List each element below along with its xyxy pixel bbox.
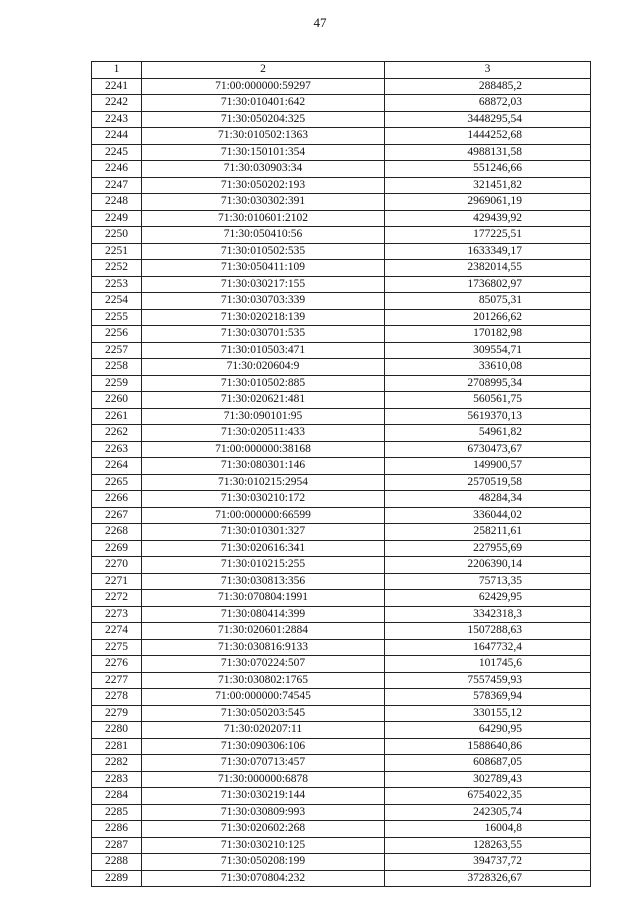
table-row bbox=[92, 441, 591, 458]
cadastral-number: 71:00:000000:59297 bbox=[142, 78, 385, 95]
table-row bbox=[92, 161, 591, 178]
table-row bbox=[92, 78, 591, 95]
table-row bbox=[92, 210, 591, 227]
cadastral-number: 71:30:050202:193 bbox=[142, 177, 385, 194]
table-row bbox=[92, 689, 591, 706]
row-number: 2268 bbox=[92, 524, 142, 541]
row-number: 2276 bbox=[92, 656, 142, 673]
row-number: 2244 bbox=[92, 128, 142, 145]
cadastral-number: 71:30:070224:507 bbox=[142, 656, 385, 673]
row-number: 2241 bbox=[92, 78, 142, 95]
table-row bbox=[92, 524, 591, 541]
row-number: 2282 bbox=[92, 755, 142, 772]
cadastral-value: 6754022,35 bbox=[385, 788, 591, 805]
table-row bbox=[92, 491, 591, 508]
row-number: 2261 bbox=[92, 408, 142, 425]
row-number: 2254 bbox=[92, 293, 142, 310]
table-row bbox=[92, 260, 591, 277]
table-row bbox=[92, 837, 591, 854]
cadastral-number: 71:30:030210:172 bbox=[142, 491, 385, 508]
cadastral-value: 48284,34 bbox=[385, 491, 591, 508]
table-row bbox=[92, 738, 591, 755]
cadastral-number: 71:30:080414:399 bbox=[142, 606, 385, 623]
table-row bbox=[92, 276, 591, 293]
cadastral-number: 71:30:030302:391 bbox=[142, 194, 385, 211]
row-number: 2250 bbox=[92, 227, 142, 244]
cadastral-value: 177225,51 bbox=[385, 227, 591, 244]
cadastral-value: 302789,43 bbox=[385, 771, 591, 788]
cadastral-value: 336044,02 bbox=[385, 507, 591, 524]
cadastral-value: 201266,62 bbox=[385, 309, 591, 326]
cadastral-value: 1444252,68 bbox=[385, 128, 591, 145]
row-number: 2242 bbox=[92, 95, 142, 112]
row-number: 2289 bbox=[92, 870, 142, 887]
column-header-3: 3 bbox=[385, 62, 591, 79]
cadastral-value: 288485,2 bbox=[385, 78, 591, 95]
cadastral-value: 5619370,13 bbox=[385, 408, 591, 425]
table-row bbox=[92, 590, 591, 607]
table-row bbox=[92, 705, 591, 722]
cadastral-number: 71:30:070804:1991 bbox=[142, 590, 385, 607]
cadastral-number: 71:30:020207:11 bbox=[142, 722, 385, 739]
cadastral-number: 71:30:070804:232 bbox=[142, 870, 385, 887]
table-row bbox=[92, 788, 591, 805]
cadastral-value: 33610,08 bbox=[385, 359, 591, 376]
cadastral-number: 71:30:030903:34 bbox=[142, 161, 385, 178]
row-number: 2267 bbox=[92, 507, 142, 524]
cadastral-number: 71:30:030210:125 bbox=[142, 837, 385, 854]
cadastral-number: 71:30:030816:9133 bbox=[142, 639, 385, 656]
cadastral-number: 71:30:010503:471 bbox=[142, 342, 385, 359]
cadastral-number: 71:30:020616:341 bbox=[142, 540, 385, 557]
cadastral-value: 321451,82 bbox=[385, 177, 591, 194]
table-row bbox=[92, 722, 591, 739]
table-row bbox=[92, 177, 591, 194]
cadastral-number: 71:30:030703:339 bbox=[142, 293, 385, 310]
row-number: 2251 bbox=[92, 243, 142, 260]
cadastral-value: 3342318,3 bbox=[385, 606, 591, 623]
cadastral-value: 149900,57 bbox=[385, 458, 591, 475]
cadastral-value: 1588640,86 bbox=[385, 738, 591, 755]
cadastral-number: 71:30:010215:255 bbox=[142, 557, 385, 574]
cadastral-value: 2382014,55 bbox=[385, 260, 591, 277]
cadastral-number: 71:30:030809:993 bbox=[142, 804, 385, 821]
cadastral-value: 2570519,58 bbox=[385, 474, 591, 491]
table-row bbox=[92, 573, 591, 590]
table-row bbox=[92, 408, 591, 425]
cadastral-number: 71:30:000000:6878 bbox=[142, 771, 385, 788]
cadastral-value: 608687,05 bbox=[385, 755, 591, 772]
cadastral-value: 101745,6 bbox=[385, 656, 591, 673]
row-number: 2285 bbox=[92, 804, 142, 821]
cadastral-value: 128263,55 bbox=[385, 837, 591, 854]
cadastral-number: 71:30:010401:642 bbox=[142, 95, 385, 112]
table-row bbox=[92, 870, 591, 887]
cadastral-number: 71:30:050208:199 bbox=[142, 854, 385, 871]
cadastral-number: 71:30:020604:9 bbox=[142, 359, 385, 376]
row-number: 2275 bbox=[92, 639, 142, 656]
cadastral-number: 71:30:050410:56 bbox=[142, 227, 385, 244]
row-number: 2247 bbox=[92, 177, 142, 194]
table-row bbox=[92, 309, 591, 326]
cadastral-number: 71:30:020511:433 bbox=[142, 425, 385, 442]
row-number: 2243 bbox=[92, 111, 142, 128]
cadastral-number: 71:30:020601:2884 bbox=[142, 623, 385, 640]
table-row bbox=[92, 342, 591, 359]
row-number: 2259 bbox=[92, 375, 142, 392]
cadastral-value: 1647732,4 bbox=[385, 639, 591, 656]
table-body bbox=[92, 78, 591, 887]
row-number: 2252 bbox=[92, 260, 142, 277]
cadastral-number: 71:30:150101:354 bbox=[142, 144, 385, 161]
cadastral-number: 71:30:020602:268 bbox=[142, 821, 385, 838]
table-row bbox=[92, 623, 591, 640]
cadastral-number: 71:30:050411:109 bbox=[142, 260, 385, 277]
row-number: 2269 bbox=[92, 540, 142, 557]
row-number: 2245 bbox=[92, 144, 142, 161]
cadastral-value: 68872,03 bbox=[385, 95, 591, 112]
row-number: 2274 bbox=[92, 623, 142, 640]
cadastral-value: 1633349,17 bbox=[385, 243, 591, 260]
row-number: 2288 bbox=[92, 854, 142, 871]
row-number: 2262 bbox=[92, 425, 142, 442]
table-row bbox=[92, 755, 591, 772]
cadastral-number: 71:30:010215:2954 bbox=[142, 474, 385, 491]
cadastral-value: 2206390,14 bbox=[385, 557, 591, 574]
table-row bbox=[92, 227, 591, 244]
table-row bbox=[92, 606, 591, 623]
table-row bbox=[92, 425, 591, 442]
table-row bbox=[92, 128, 591, 145]
cadastral-number: 71:30:090101:95 bbox=[142, 408, 385, 425]
table-row bbox=[92, 771, 591, 788]
row-number: 2277 bbox=[92, 672, 142, 689]
table-row bbox=[92, 326, 591, 343]
cadastral-value: 551246,66 bbox=[385, 161, 591, 178]
cadastral-number: 71:30:030813:356 bbox=[142, 573, 385, 590]
row-number: 2279 bbox=[92, 705, 142, 722]
cadastral-value: 1507288,63 bbox=[385, 623, 591, 640]
row-number: 2257 bbox=[92, 342, 142, 359]
row-number: 2264 bbox=[92, 458, 142, 475]
cadastral-value: 4988131,58 bbox=[385, 144, 591, 161]
cadastral-value: 2708995,34 bbox=[385, 375, 591, 392]
row-number: 2263 bbox=[92, 441, 142, 458]
row-number: 2272 bbox=[92, 590, 142, 607]
row-number: 2256 bbox=[92, 326, 142, 343]
column-header-1: 1 bbox=[92, 62, 142, 79]
column-header-2: 2 bbox=[142, 62, 385, 79]
cadastral-value: 3728326,67 bbox=[385, 870, 591, 887]
table-row bbox=[92, 95, 591, 112]
table-row bbox=[92, 656, 591, 673]
cadastral-number: 71:30:090306:106 bbox=[142, 738, 385, 755]
row-number: 2281 bbox=[92, 738, 142, 755]
row-number: 2271 bbox=[92, 573, 142, 590]
table-row bbox=[92, 293, 591, 310]
row-number: 2286 bbox=[92, 821, 142, 838]
table-row bbox=[92, 392, 591, 409]
cadastral-number: 71:30:020621:481 bbox=[142, 392, 385, 409]
cadastral-number: 71:30:010502:885 bbox=[142, 375, 385, 392]
cadastral-value: 7557459,93 bbox=[385, 672, 591, 689]
table-row bbox=[92, 359, 591, 376]
cadastral-value-table bbox=[91, 61, 591, 887]
cadastral-number: 71:30:010502:535 bbox=[142, 243, 385, 260]
row-number: 2253 bbox=[92, 276, 142, 293]
table-row bbox=[92, 375, 591, 392]
cadastral-value: 242305,74 bbox=[385, 804, 591, 821]
cadastral-number: 71:00:000000:38168 bbox=[142, 441, 385, 458]
cadastral-number: 71:30:030701:535 bbox=[142, 326, 385, 343]
cadastral-number: 71:30:050204:325 bbox=[142, 111, 385, 128]
row-number: 2273 bbox=[92, 606, 142, 623]
table-row bbox=[92, 458, 591, 475]
row-number: 2283 bbox=[92, 771, 142, 788]
cadastral-value: 75713,35 bbox=[385, 573, 591, 590]
cadastral-value: 3448295,54 bbox=[385, 111, 591, 128]
cadastral-value: 394737,72 bbox=[385, 854, 591, 871]
cadastral-value: 170182,98 bbox=[385, 326, 591, 343]
cadastral-number: 71:30:010502:1363 bbox=[142, 128, 385, 145]
cadastral-value: 2969061,19 bbox=[385, 194, 591, 211]
cadastral-number: 71:30:030217:155 bbox=[142, 276, 385, 293]
cadastral-value: 330155,12 bbox=[385, 705, 591, 722]
table-row bbox=[92, 474, 591, 491]
cadastral-value: 85075,31 bbox=[385, 293, 591, 310]
table-row bbox=[92, 821, 591, 838]
row-number: 2280 bbox=[92, 722, 142, 739]
table-row bbox=[92, 540, 591, 557]
row-number: 2266 bbox=[92, 491, 142, 508]
table-row bbox=[92, 672, 591, 689]
row-number: 2278 bbox=[92, 689, 142, 706]
table-row bbox=[92, 804, 591, 821]
cadastral-number: 71:00:000000:66599 bbox=[142, 507, 385, 524]
cadastral-number: 71:00:000000:74545 bbox=[142, 689, 385, 706]
table-row bbox=[92, 854, 591, 871]
table-header-row bbox=[92, 62, 591, 79]
cadastral-number: 71:30:020218:139 bbox=[142, 309, 385, 326]
table-row bbox=[92, 507, 591, 524]
table-row bbox=[92, 194, 591, 211]
cadastral-value: 6730473,67 bbox=[385, 441, 591, 458]
row-number: 2246 bbox=[92, 161, 142, 178]
cadastral-number: 71:30:030802:1765 bbox=[142, 672, 385, 689]
cadastral-value: 62429,95 bbox=[385, 590, 591, 607]
cadastral-number: 71:30:050203:545 bbox=[142, 705, 385, 722]
cadastral-value: 258211,61 bbox=[385, 524, 591, 541]
row-number: 2287 bbox=[92, 837, 142, 854]
row-number: 2270 bbox=[92, 557, 142, 574]
row-number: 2255 bbox=[92, 309, 142, 326]
cadastral-value: 54961,82 bbox=[385, 425, 591, 442]
cadastral-value: 560561,75 bbox=[385, 392, 591, 409]
cadastral-value: 1736802,97 bbox=[385, 276, 591, 293]
cadastral-value: 309554,71 bbox=[385, 342, 591, 359]
table-row bbox=[92, 557, 591, 574]
cadastral-number: 71:30:010601:2102 bbox=[142, 210, 385, 227]
cadastral-number: 71:30:070713:457 bbox=[142, 755, 385, 772]
row-number: 2258 bbox=[92, 359, 142, 376]
cadastral-number: 71:30:080301:146 bbox=[142, 458, 385, 475]
table-row bbox=[92, 639, 591, 656]
page-number: 47 bbox=[313, 15, 327, 30]
table-row bbox=[92, 111, 591, 128]
cadastral-value: 429439,92 bbox=[385, 210, 591, 227]
row-number: 2248 bbox=[92, 194, 142, 211]
cadastral-number: 71:30:010301:327 bbox=[142, 524, 385, 541]
cadastral-number: 71:30:030219:144 bbox=[142, 788, 385, 805]
cadastral-value: 16004,8 bbox=[385, 821, 591, 838]
cadastral-value: 64290,95 bbox=[385, 722, 591, 739]
row-number: 2284 bbox=[92, 788, 142, 805]
row-number: 2249 bbox=[92, 210, 142, 227]
table-row bbox=[92, 144, 591, 161]
table-row bbox=[92, 243, 591, 260]
cadastral-value: 227955,69 bbox=[385, 540, 591, 557]
cadastral-value: 578369,94 bbox=[385, 689, 591, 706]
row-number: 2265 bbox=[92, 474, 142, 491]
row-number: 2260 bbox=[92, 392, 142, 409]
